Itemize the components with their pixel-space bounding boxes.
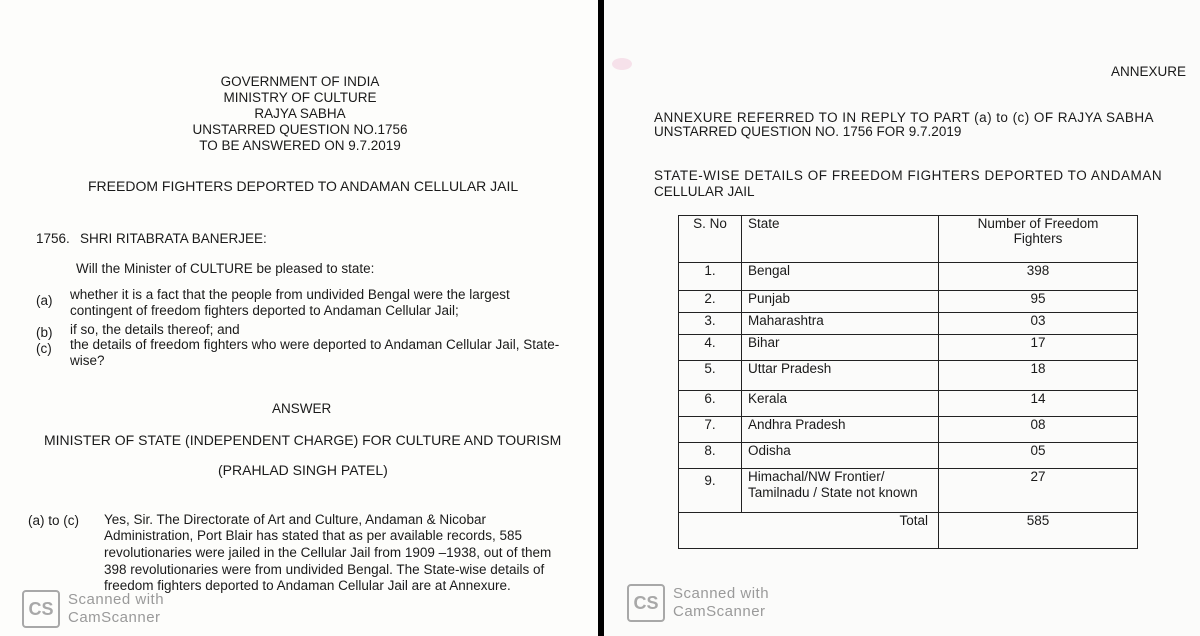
header-line: TO BE ANSWERED ON 9.7.2019 bbox=[199, 138, 401, 153]
table-row bbox=[679, 469, 1138, 513]
row-count: 27 bbox=[939, 469, 1138, 513]
annexure-reference-line: UNSTARRED QUESTION NO. 1756 FOR 9.7.2019 bbox=[654, 124, 962, 139]
camscanner-watermark bbox=[627, 584, 769, 622]
answer-line: 398 revolutionaries were from undivided Bengal. The State-wise details of bbox=[104, 562, 545, 577]
question-a-line: contingent of freedom fighters deported to Andaman Cellular Jail; bbox=[70, 303, 459, 318]
question-label-a: (a) bbox=[36, 293, 53, 308]
row-count: 05 bbox=[939, 443, 1138, 469]
question-c-line: wise? bbox=[70, 353, 105, 368]
question-a-line: whether it is a fact that the people from undivided Bengal were the largest bbox=[70, 287, 510, 302]
row-sno: 1. bbox=[679, 263, 742, 291]
table-row bbox=[679, 335, 1138, 361]
row-count: 17 bbox=[939, 335, 1138, 361]
table-row bbox=[679, 443, 1138, 469]
row-sno: 3. bbox=[679, 313, 742, 335]
header-sno: S. No bbox=[679, 216, 742, 263]
details-title-line: STATE-WISE DETAILS OF FREEDOM FIGHTERS DEPORTED TO ANDAMAN bbox=[654, 168, 1163, 183]
header-line: UNSTARRED QUESTION NO.1756 bbox=[192, 122, 408, 137]
total-label: Total bbox=[679, 513, 939, 549]
annexure-label: ANNEXURE bbox=[1111, 64, 1187, 79]
minister-name: (PRAHLAD SINGH PATEL) bbox=[218, 462, 388, 478]
row-state: Odisha bbox=[742, 443, 939, 469]
camscanner-logo-icon: CS bbox=[22, 590, 60, 628]
row-sno: 9. bbox=[679, 469, 742, 513]
minister-title: MINISTER OF STATE (INDEPENDENT CHARGE) FOR CULTURE AND TOURISM bbox=[44, 432, 562, 448]
table-header-row bbox=[679, 216, 1138, 263]
annexure-reference-line: ANNEXURE REFERRED TO IN REPLY TO PART (a) to (c) OF RAJYA SABHA bbox=[654, 110, 1154, 125]
table-row bbox=[679, 417, 1138, 443]
row-sno: 5. bbox=[679, 361, 742, 391]
row-state: Punjab bbox=[742, 291, 939, 313]
watermark-line: CamScanner bbox=[673, 603, 766, 620]
row-state: Andhra Pradesh bbox=[742, 417, 939, 443]
header-state: State bbox=[742, 216, 939, 263]
row-count: 398 bbox=[939, 263, 1138, 291]
row-state: Bihar bbox=[742, 335, 939, 361]
question-label-b: (b) bbox=[36, 325, 53, 340]
answer-line: freedom fighters deported to Andaman Cellular Jail are at Annexure. bbox=[104, 578, 511, 593]
row-sno: 7. bbox=[679, 417, 742, 443]
camscanner-logo-icon: CS bbox=[627, 584, 665, 622]
table-row bbox=[679, 361, 1138, 391]
question-c-line: the details of freedom fighters who were deported to Andaman Cellular Jail, State- bbox=[70, 337, 560, 352]
row-state: Maharashtra bbox=[742, 313, 939, 335]
header-line: MINISTRY OF CULTURE bbox=[223, 90, 377, 105]
header-line: GOVERNMENT OF INDIA bbox=[220, 74, 380, 89]
ink-smudge bbox=[612, 58, 632, 70]
left-scanned-page bbox=[0, 0, 598, 636]
details-title-line: CELLULAR JAIL bbox=[654, 184, 755, 199]
question-b-line: if so, the details thereof; and bbox=[70, 322, 240, 337]
row-sno: 4. bbox=[679, 335, 742, 361]
row-count: 08 bbox=[939, 417, 1138, 443]
row-state: Bengal bbox=[742, 263, 939, 291]
question-label-c: (c) bbox=[36, 341, 52, 356]
row-state: Uttar Pradesh bbox=[742, 361, 939, 391]
row-count: 95 bbox=[939, 291, 1138, 313]
answer-label: (a) to (c) bbox=[28, 513, 80, 528]
row-sno: 6. bbox=[679, 391, 742, 417]
row-sno: 2. bbox=[679, 291, 742, 313]
table-row bbox=[679, 263, 1138, 291]
total-value: 585 bbox=[939, 513, 1138, 549]
row-count: 03 bbox=[939, 313, 1138, 335]
question-title: FREEDOM FIGHTERS DEPORTED TO ANDAMAN CELLULAR JAIL bbox=[88, 178, 519, 194]
government-header bbox=[180, 74, 420, 154]
answer-heading: ANSWER bbox=[272, 401, 332, 416]
row-state: Kerala bbox=[742, 391, 939, 417]
row-count: 18 bbox=[939, 361, 1138, 391]
row-state: Himachal/NW Frontier/ Tamilnadu / State not known bbox=[742, 469, 939, 513]
answer-line: Yes, Sir. The Directorate of Art and Culture, Andaman & Nicobar bbox=[104, 512, 486, 527]
camscanner-watermark bbox=[22, 590, 164, 628]
table-row bbox=[679, 313, 1138, 335]
header-count: Number of Freedom Fighters bbox=[939, 216, 1138, 263]
member-name: SHRI RITABRATA BANERJEE: bbox=[80, 231, 267, 246]
watermark-line: CamScanner bbox=[68, 609, 161, 626]
table-total-row bbox=[679, 513, 1138, 549]
freedom-fighters-table bbox=[678, 215, 1138, 549]
question-intro: Will the Minister of CULTURE be pleased to state: bbox=[76, 261, 375, 276]
watermark-line: Scanned with bbox=[673, 585, 770, 602]
answer-line: revolutionaries were jailed in the Cellular Jail from 1909 –1938, out of them bbox=[104, 545, 552, 560]
watermark-line: Scanned with bbox=[68, 591, 165, 608]
answer-line: Administration, Port Blair has stated that as per available records, 585 bbox=[104, 528, 522, 543]
header-line: RAJYA SABHA bbox=[254, 106, 346, 121]
row-count: 14 bbox=[939, 391, 1138, 417]
question-number: 1756. bbox=[36, 231, 70, 246]
row-sno: 8. bbox=[679, 443, 742, 469]
table-row bbox=[679, 291, 1138, 313]
table-row bbox=[679, 391, 1138, 417]
